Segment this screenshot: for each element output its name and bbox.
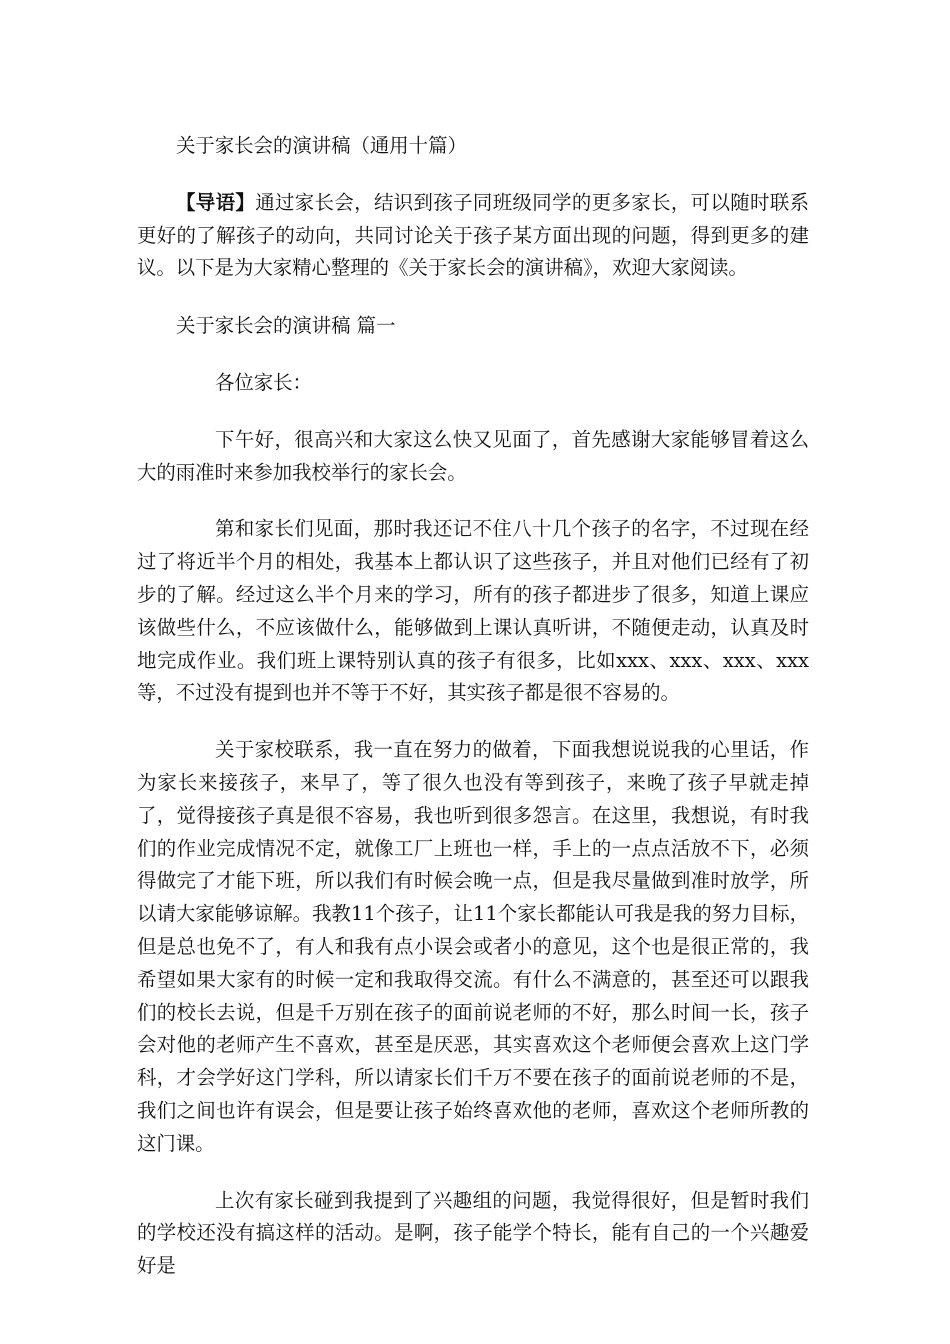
document-title: 关于家长会的演讲稿（通用十篇） [176,134,467,157]
intro-paragraph [137,187,809,285]
document-page [137,130,809,1307]
intro-text: 通过家长会，结识到孩子同班级同学的更多家长，可以随时联系更好的了解孩子的动向，共同讨论关于孩子某方面出现的问题，得到更多的建议。以下是为大家精心整理的《关于家长会的演讲稿》，欢迎大家阅读。 [137,190,810,280]
section-heading: 关于家长会的演讲稿 篇一 [176,314,396,338]
greeting: 各位家长： [215,370,312,394]
intro-tag: 【导语】 [176,190,256,214]
body-paragraph: 上次有家长碰到我提到了兴趣组的问题，我觉得很好，但是暂时我们的学校还没有搞这样的活动。是啊，孩子能学个特长，能有自己的一个兴趣爱好是 [137,1188,809,1278]
body-paragraph: 关于家校联系，我一直在努力的做着，下面我想说说我的心里话，作为家长来接孩子，来早了，等了很久也没有等到孩子，来晚了孩子早就走掉了，觉得接孩子真是很不容易，我也听到很多怨言。在这里，我想说，有时我们的作业完成情况不定，就像工厂上班也一样，手上的一点点活放不下，必须得做完了才能下班，所以我们有时候会晚一点，但是我尽量做到准时放学，所以请大家能够谅解。我教11个孩子，让11个家长都能认可我是我的努力目标，但是总也免不了，有人和我有点小误会或者小的意见，这个也是很正常的，我希望如果大家有的时候一定和我取得交流。有什么不满意的，甚至还可以跟我们的校长去说，但是千万别在孩子的面前说老师的不好，那么时间一长，孩子会对他的老师产生不喜欢，甚至是厌恶，其实喜欢这个老师便会喜欢上这门学科，才会学好这门学科，所以请家长们千万不要在孩子的面前说老师的不是，我们之间也许有误会，但是要让孩子始终喜欢他的老师，喜欢这个老师所教的这门课。 [137,738,809,1155]
body-paragraph: 第和家长们见面，那时我还记不住八十几个孩子的名字，不过现在经过了将近半个月的相处，我基本上都认识了这些孩子，并且对他们已经有了初步的了解。经过这么半个月来的学习，所有的孩子都进步了很多，知道上课应该做些什么，不应该做什么，能够做到上课认真听讲，不随便走动，认真及时地完成作业。我们班上课特别认真的孩子有很多，比如xxx、xxx、xxx、xxx等，不过没有提到也并不等于不好，其实孩子都是很不容易的。 [137,517,809,705]
body-paragraph: 下午好，很高兴和大家这么快又见面了，首先感谢大家能够冒着这么大的雨准时来参加我校举行的家长会。 [137,427,809,484]
